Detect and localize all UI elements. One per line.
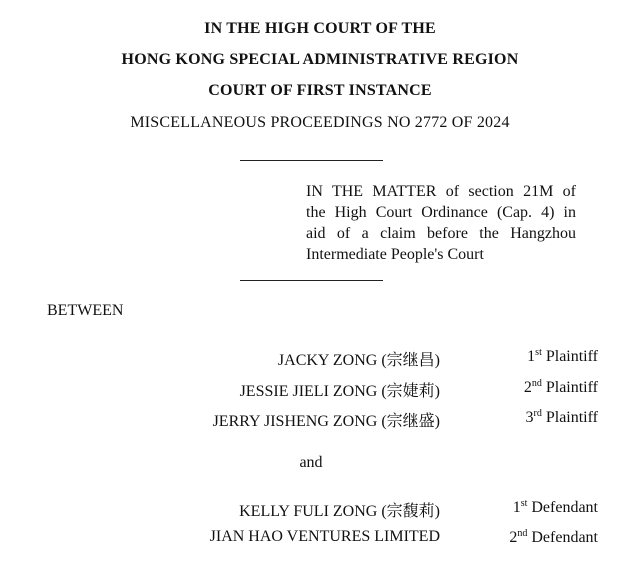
proceedings-number: MISCELLANEOUS PROCEEDINGS NO 2772 OF 2024 xyxy=(130,114,510,131)
matter-line-4: Intermediate People's Court xyxy=(306,246,484,263)
defendant-1-role: 1st Defendant xyxy=(512,498,598,516)
plaintiff-2-role: 2nd Plaintiff xyxy=(523,378,598,396)
court-title-line-2: HONG KONG SPECIAL ADMINISTRATIVE REGION xyxy=(121,51,519,68)
plaintiff-3-name: JERRY JISHENG ZONG (宗继盛) xyxy=(212,413,440,430)
matter-line-2: the High Court Ordinance (Cap. 4) in xyxy=(306,204,576,221)
plaintiff-3-role: 3rd Plaintiff xyxy=(525,408,598,426)
between-label: BETWEEN xyxy=(47,302,124,319)
court-title-line-3: COURT OF FIRST INSTANCE xyxy=(208,82,432,99)
plaintiff-2-name: JESSIE JIELI ZONG (宗婕莉) xyxy=(239,383,440,400)
plaintiff-1-name: JACKY ZONG (宗继昌) xyxy=(277,352,440,369)
defendant-1-name: KELLY FULI ZONG (宗馥莉) xyxy=(239,503,440,520)
defendant-2-role: 2nd Defendant xyxy=(509,528,598,546)
and-label: and xyxy=(299,454,323,471)
court-title-line-1: IN THE HIGH COURT OF THE xyxy=(204,20,436,37)
top-divider xyxy=(240,160,383,161)
bottom-divider xyxy=(240,280,383,281)
matter-line-3: aid of a claim before the Hangzhou xyxy=(306,225,576,242)
in-the-matter-block xyxy=(306,181,576,265)
plaintiff-1-role: 1st Plaintiff xyxy=(527,347,598,365)
matter-line-1: IN THE MATTER of section 21M of xyxy=(306,183,576,200)
defendant-2-name: JIAN HAO VENTURES LIMITED xyxy=(209,528,440,545)
